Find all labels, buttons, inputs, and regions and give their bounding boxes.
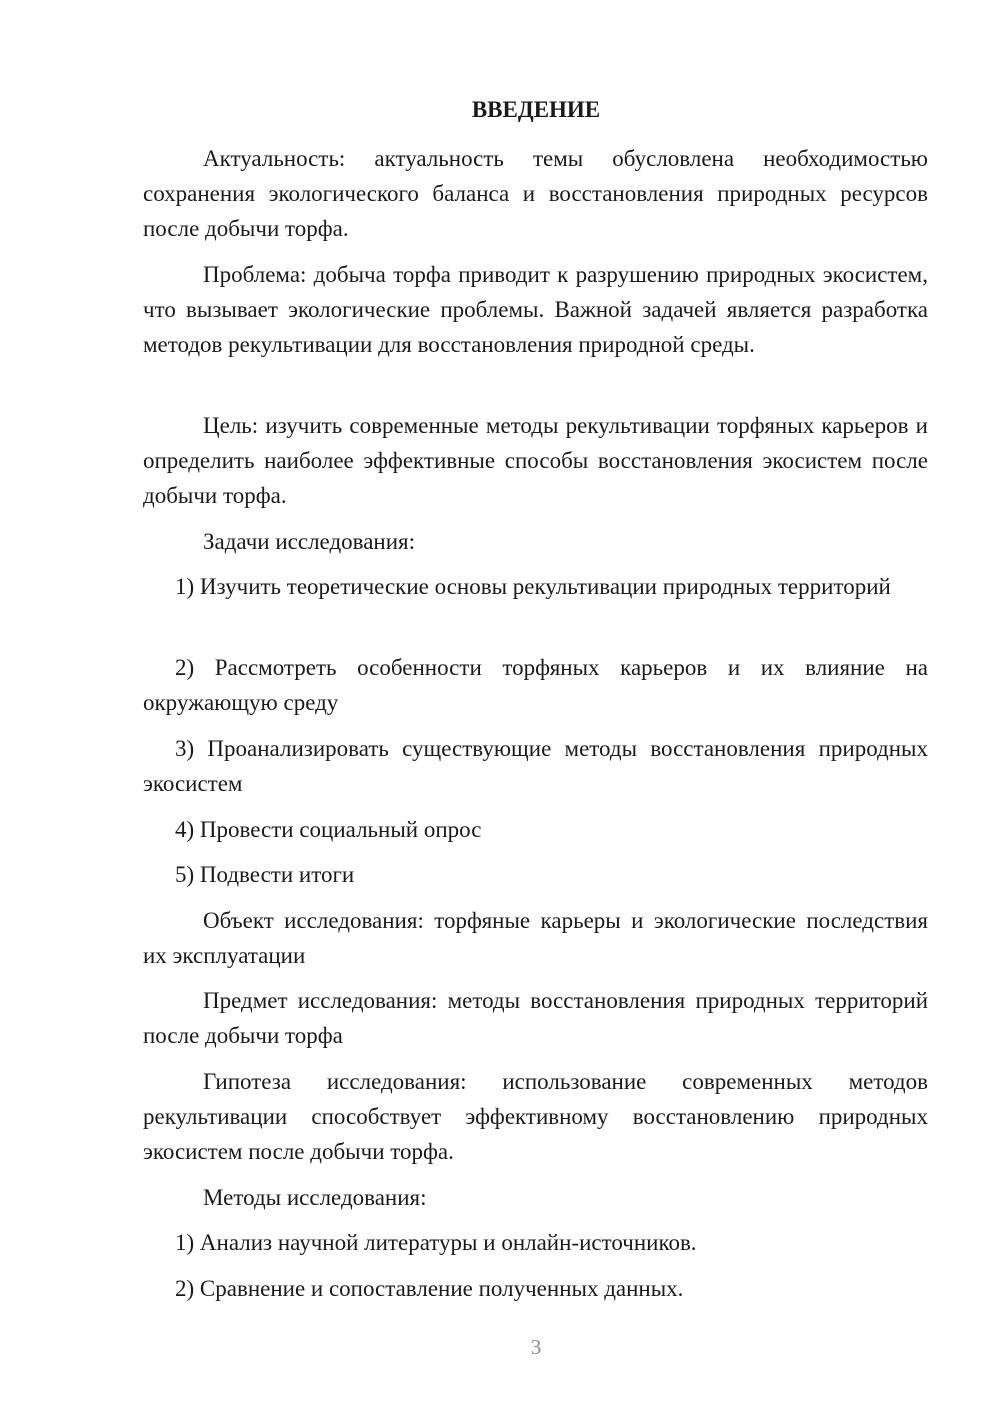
paragraph-tasks-heading: Задачи исследования: (203, 529, 416, 554)
paragraph-methods-heading: Методы исследования: (203, 1185, 427, 1210)
task-item-1: 1) Изучить теоретические основы рекультивации природных территорий (175, 574, 891, 599)
task-item-4: 4) Провести социальный опрос (175, 817, 482, 842)
paragraph-hypothesis: Гипотеза исследования: использование современных методов рекультивации способствует эффективному восстановлению природных экосистем после добычи торфа. (143, 1069, 928, 1164)
paragraph-goal: Цель: изучить современные методы рекультивации торфяных карьеров и определить наиболее эффективные способы восстановления экосистем после добычи торфа. (143, 413, 928, 508)
paragraph-relevance: Актуальность: актуальность темы обусловлена необходимостью сохранения экологического баланса и восстановления природных ресурсов после добычи торфа. (143, 146, 928, 241)
paragraph-object: Объект исследования: торфяные карьеры и экологические последствия их эксплуатации (143, 908, 928, 968)
task-item-2: 2) Рассмотреть особенности торфяных карьеров и их влияние на окружающую среду (143, 655, 928, 715)
method-item-1: 1) Анализ научной литературы и онлайн-источников. (175, 1230, 697, 1255)
task-item-5: 5) Подвести итоги (175, 862, 355, 887)
page-number: 3 (530, 1335, 542, 1359)
method-item-2: 2) Сравнение и сопоставление полученных данных. (175, 1276, 684, 1301)
paragraph-problem: Проблема: добыча торфа приводит к разрушению природных экосистем, что вызывает экологические проблемы. Важной задачей является разработка методов рекультивации для восстановления природной среды. (143, 262, 928, 357)
task-item-3: 3) Проанализировать существующие методы восстановления природных экосистем (143, 736, 928, 796)
paragraph-subject: Предмет исследования: методы восстановления природных территорий после добычи торфа (143, 988, 928, 1048)
section-title: ВВЕДЕНИЕ (471, 97, 601, 122)
